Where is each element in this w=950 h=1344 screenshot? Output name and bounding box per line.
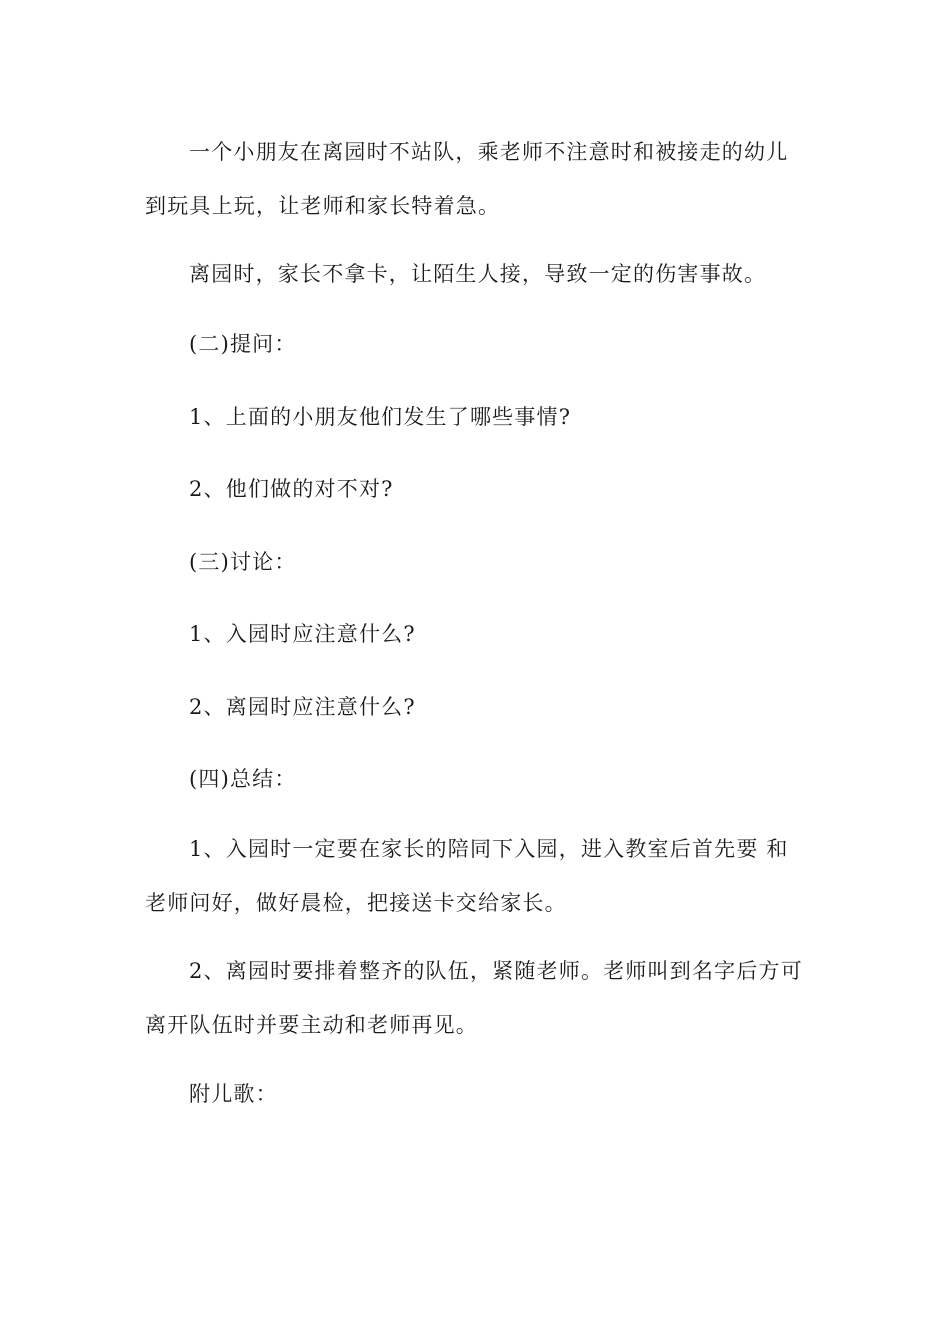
question-item-2: 2、他们做的对不对? xyxy=(189,477,394,501)
summary-item-2: 2、离园时要排着整齐的队伍，紧随老师。老师叫到名字后方可离开队伍时并要主动和老师再见。 xyxy=(145,959,803,1037)
heading-summary: (四)总结： xyxy=(189,767,297,791)
discussion-item-2: 2、离园时应注意什么? xyxy=(189,695,416,719)
paragraph-incident-card: 离园时，家长不拿卡，让陌生人接，导致一定的伤害事故。 xyxy=(189,262,767,286)
question-item-1: 1、上面的小朋友他们发生了哪些事情? xyxy=(189,405,572,429)
discussion-item-1: 1、入园时应注意什么? xyxy=(189,622,416,646)
heading-discussion: (三)讨论： xyxy=(189,550,297,574)
heading-nursery-rhyme: 附儿歌： xyxy=(189,1082,278,1106)
paragraph-incident-leaving: 一个小朋友在离园时不站队，乘老师不注意时和被接走的幼儿到玩具上玩，让老师和家长特着急。 xyxy=(145,140,789,218)
heading-questions: (二)提问： xyxy=(189,332,297,356)
summary-item-1: 1、入园时一定要在家长的陪同下入园，进入教室后首先要 和老师问好，做好晨检，把接送卡交给家长。 xyxy=(145,837,789,915)
